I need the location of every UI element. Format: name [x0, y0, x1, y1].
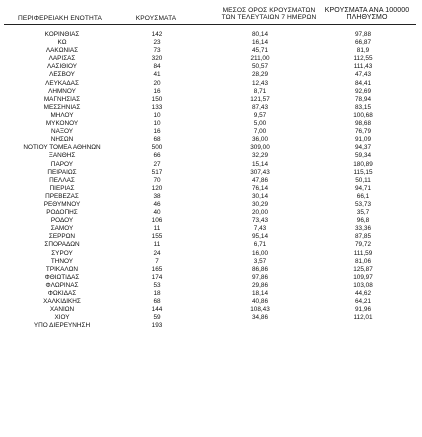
table-row — [0, 306, 422, 314]
region-cell: ΛΑΣΙΘΙΟΥ — [46, 63, 78, 71]
avg7-cell: 18,14 — [252, 290, 268, 297]
region-cell: ΦΘΙΩΤΙΔΑΣ — [44, 273, 80, 281]
region-cell: ΣΥΡΟΥ — [51, 249, 73, 257]
table-row — [0, 298, 422, 306]
header-per100k — [318, 7, 416, 21]
cases-cell: 18 — [153, 290, 161, 297]
region-cell: ΣΠΟΡΑΔΩΝ — [44, 241, 80, 249]
region-cell: ΤΗΝΟΥ — [50, 257, 74, 265]
region-cell: ΧΙΟΥ — [54, 314, 70, 322]
per100k-cell: 111,59 — [353, 249, 373, 257]
per100k-cell: 78,94 — [355, 95, 371, 103]
table-row — [0, 31, 422, 39]
table-row — [0, 193, 422, 201]
cases-cell: 165 — [151, 265, 163, 273]
cases-cell: 174 — [151, 273, 163, 281]
avg7-cell: 3,57 — [253, 257, 267, 265]
avg7-cell: 29,86 — [252, 281, 268, 289]
header-per100k-line2: ΠΛΗΘΥΣΜΟ — [346, 14, 388, 21]
per100k-cell: 59,34 — [355, 152, 371, 160]
table-row — [0, 47, 422, 55]
region-cell: ΠΑΡΟΥ — [50, 160, 74, 168]
region-cell: ΝΑΞΟΥ — [50, 128, 74, 136]
region-cell: ΛΑΚΩΝΙΑΣ — [45, 47, 79, 55]
table-row — [0, 241, 422, 249]
avg7-cell: 86,86 — [252, 265, 268, 273]
per100k-cell: 64,21 — [355, 298, 371, 306]
per100k-cell: 91,09 — [355, 136, 371, 144]
table-row — [0, 282, 422, 290]
cases-cell: 517 — [151, 168, 163, 176]
cases-cell: 24 — [153, 249, 161, 257]
header-divider — [4, 24, 416, 25]
region-cell: ΠΙΕΡΙΑΣ — [49, 184, 75, 192]
table-row — [0, 185, 422, 193]
per100k-cell: 50,11 — [355, 176, 371, 184]
avg7-cell: 16,00 — [252, 249, 268, 257]
avg7-cell — [228, 322, 292, 330]
cases-cell: 120 — [151, 184, 163, 192]
table-row — [0, 290, 422, 298]
cases-cell: 10 — [153, 111, 161, 119]
per100k-cell: 53,73 — [355, 200, 371, 208]
cases-cell: 46 — [153, 200, 161, 208]
per100k-cell: 112,01 — [353, 314, 373, 322]
per100k-cell: 81,06 — [355, 257, 371, 265]
avg7-cell: 307,43 — [250, 168, 270, 176]
region-cell: ΡΕΘΥΜΝΟΥ — [43, 200, 81, 208]
region-cell: ΛΗΜΝΟΥ — [48, 87, 76, 95]
avg7-cell: 76,14 — [252, 184, 268, 192]
per100k-cell: 94,71 — [355, 184, 371, 192]
table-row — [0, 225, 422, 233]
per100k-cell: 66,1 — [356, 192, 370, 200]
avg7-cell: 95,14 — [252, 233, 268, 241]
header-avg7 — [210, 7, 328, 21]
per100k-cell: 97,88 — [355, 31, 371, 38]
table-row — [0, 152, 422, 160]
avg7-cell: 5,00 — [253, 120, 267, 128]
cases-cell: 133 — [151, 103, 163, 111]
table-row — [0, 217, 422, 225]
header-cases: ΚΡΟΥΣΜΑΤΑ — [135, 15, 177, 22]
per100k-cell: 66,87 — [355, 39, 371, 47]
per100k-cell: 111,43 — [353, 63, 373, 71]
avg7-cell: 20,00 — [252, 209, 268, 217]
per100k-cell: 76,79 — [355, 128, 371, 136]
region-cell: ΦΩΚΙΔΑΣ — [47, 290, 77, 297]
per100k-cell: 109,97 — [353, 273, 373, 281]
table-body — [0, 31, 422, 330]
cases-cell: 73 — [153, 47, 161, 55]
region-cell: ΛΕΥΚΑΔΑΣ — [45, 79, 79, 87]
avg7-cell: 121,57 — [250, 95, 270, 103]
table-row — [0, 136, 422, 144]
avg7-cell: 80,14 — [252, 31, 268, 38]
region-cell: ΛΕΣΒΟΥ — [49, 71, 75, 79]
avg7-cell: 30,14 — [252, 192, 268, 200]
per100k-cell: 94,37 — [355, 144, 371, 152]
avg7-cell: 45,71 — [252, 47, 268, 55]
region-cell: ΧΑΛΚΙΔΙΚΗΣ — [43, 298, 81, 306]
header-avg7-line1: ΜΕΣΟΣ ΟΡΟΣ ΚΡΟΥΣΜΑΤΩΝ — [222, 7, 316, 14]
region-cell: ΜΥΚΟΝΟΥ — [45, 120, 79, 128]
avg7-cell: 34,86 — [252, 314, 268, 322]
avg7-cell: 97,86 — [252, 273, 268, 281]
table-row — [0, 112, 422, 120]
cases-cell: 84 — [153, 63, 161, 71]
table-row — [0, 128, 422, 136]
table-row — [0, 322, 422, 330]
table-row — [0, 120, 422, 128]
per100k-cell: 81,9 — [356, 47, 370, 55]
region-cell: ΡΟΔΟΠΗΣ — [46, 209, 78, 217]
cases-cell: 16 — [153, 87, 161, 95]
cases-cell: 59 — [153, 314, 161, 322]
per100k-cell: 33,36 — [355, 225, 371, 233]
per100k-cell: 125,87 — [353, 265, 373, 273]
region-cell: ΡΟΔΟΥ — [50, 217, 74, 225]
table-row — [0, 96, 422, 104]
cases-cell: 70 — [153, 176, 161, 184]
region-cell: ΜΕΣΣΗΝΙΑΣ — [43, 103, 81, 111]
avg7-cell: 15,14 — [252, 160, 268, 168]
avg7-cell: 16,14 — [252, 39, 268, 47]
avg7-cell: 28,29 — [252, 71, 268, 79]
region-cell: ΛΑΡΙΣΑΣ — [48, 55, 76, 63]
cases-cell: 53 — [153, 281, 161, 289]
region-cell: ΞΑΝΘΗΣ — [48, 152, 76, 160]
avg7-cell: 7,43 — [253, 225, 267, 233]
region-cell: ΠΕΛΛΑΣ — [49, 176, 75, 184]
cases-cell: 11 — [153, 241, 161, 249]
region-cell: ΧΑΝΙΩΝ — [49, 306, 75, 314]
avg7-cell: 108,43 — [250, 306, 270, 314]
avg7-cell: 40,86 — [252, 298, 268, 306]
table-row — [0, 144, 422, 152]
avg7-cell: 9,57 — [253, 111, 267, 119]
table-row — [0, 258, 422, 266]
per100k-cell: 103,08 — [353, 281, 373, 289]
per100k-cell: 180,89 — [353, 160, 373, 168]
avg7-cell: 8,71 — [253, 87, 267, 95]
region-cell: ΣΑΜΟΥ — [50, 225, 74, 233]
avg7-cell: 30,29 — [252, 200, 268, 208]
table-row — [0, 169, 422, 177]
region-cell: ΜΗΛΟΥ — [50, 111, 74, 119]
avg7-cell: 211,00 — [250, 55, 270, 63]
table-row — [0, 55, 422, 63]
table-row — [0, 80, 422, 88]
per100k-cell: 83,15 — [355, 103, 371, 111]
cases-cell: 68 — [153, 136, 161, 144]
region-cell: ΚΟΡΙΝΘΙΑΣ — [44, 31, 80, 38]
per100k-cell: 112,55 — [353, 55, 373, 63]
cases-cell: 7 — [155, 257, 159, 265]
cases-cell: 142 — [151, 31, 163, 38]
cases-cell: 150 — [151, 95, 163, 103]
per100k-cell: 100,68 — [353, 111, 373, 119]
per100k-cell: 91,96 — [355, 306, 371, 314]
region-cell: ΤΡΙΚΑΛΩΝ — [45, 265, 79, 273]
region-cell: ΣΕΡΡΩΝ — [48, 233, 76, 241]
table-row — [0, 250, 422, 258]
cases-cell: 155 — [151, 233, 163, 241]
table-row — [0, 161, 422, 169]
region-cell: ΝΟΤΙΟΥ ΤΟΜΕΑ ΑΘΗΝΩΝ — [23, 144, 101, 152]
table-row — [0, 63, 422, 71]
avg7-cell: 32,29 — [252, 152, 268, 160]
avg7-cell: 7,00 — [253, 128, 267, 136]
table-row — [0, 233, 422, 241]
table-row — [0, 274, 422, 282]
region-cell: ΜΑΓΝΗΣΙΑΣ — [43, 95, 81, 103]
table-row — [0, 71, 422, 79]
cases-cell: 16 — [153, 128, 161, 136]
table-row — [0, 201, 422, 209]
avg7-cell: 6,71 — [253, 241, 267, 249]
per100k-cell: 47,43 — [355, 71, 371, 79]
region-cell: ΠΕΙΡΑΙΩΣ — [47, 168, 77, 176]
header-region: ΠΕΡΙΦΕΡΕΙΑΚΗ ΕΝΟΤΗΤΑ — [17, 15, 103, 22]
region-cell: ΥΠΟ ΔΙΕΡΕΥΝΗΣΗ — [33, 322, 91, 330]
cases-cell: 11 — [153, 225, 161, 233]
cases-cell: 106 — [151, 217, 163, 225]
per100k-cell: 35,7 — [356, 209, 370, 217]
per100k-cell: 98,68 — [355, 120, 371, 128]
table-row — [0, 209, 422, 217]
header-per100k-line1: ΚΡΟΥΣΜΑΤΑ ΑΝΑ 100000 — [324, 7, 410, 14]
per100k-cell: 96,8 — [356, 217, 370, 225]
cases-cell: 10 — [153, 120, 161, 128]
per100k-cell: 115,15 — [353, 168, 373, 176]
cases-cell: 38 — [153, 192, 161, 200]
avg7-cell: 87,43 — [252, 103, 268, 111]
per100k-cell — [334, 322, 392, 330]
cases-cell: 68 — [153, 298, 161, 306]
cases-cell: 20 — [153, 79, 161, 87]
avg7-cell: 12,43 — [252, 79, 268, 87]
avg7-cell: 36,00 — [252, 136, 268, 144]
table-row — [0, 104, 422, 112]
avg7-cell: 47,86 — [252, 176, 268, 184]
cases-cell: 144 — [151, 306, 163, 314]
cases-cell: 40 — [153, 209, 161, 217]
cases-cell: 193 — [151, 322, 163, 330]
cases-cell: 41 — [153, 71, 161, 79]
per100k-cell: 87,85 — [355, 233, 371, 241]
cases-cell: 27 — [153, 160, 161, 168]
per100k-cell: 92,69 — [355, 87, 371, 95]
header-avg7-line2: ΤΩΝ ΤΕΛΕΥΤΑΙΩΝ 7 ΗΜΕΡΩΝ — [221, 14, 317, 21]
table-row — [0, 39, 422, 47]
avg7-cell: 309,00 — [250, 144, 270, 152]
region-cell: ΚΩ — [57, 39, 67, 47]
per100k-cell: 79,72 — [355, 241, 371, 249]
table-row — [0, 177, 422, 185]
region-cell: ΝΗΣΩΝ — [50, 136, 74, 144]
avg7-cell: 73,43 — [252, 217, 268, 225]
region-cell: ΠΡΕΒΕΖΑΣ — [45, 192, 79, 200]
region-cell: ΦΛΩΡΙΝΑΣ — [45, 281, 79, 289]
table-row — [0, 88, 422, 96]
table-row — [0, 266, 422, 274]
cases-cell: 500 — [151, 144, 163, 152]
cases-cell: 320 — [151, 55, 163, 63]
avg7-cell: 50,57 — [252, 63, 268, 71]
cases-cell: 66 — [153, 152, 161, 160]
per100k-cell: 44,62 — [355, 290, 371, 297]
table-row — [0, 314, 422, 322]
cases-cell: 23 — [153, 39, 161, 47]
per100k-cell: 84,41 — [355, 79, 371, 87]
